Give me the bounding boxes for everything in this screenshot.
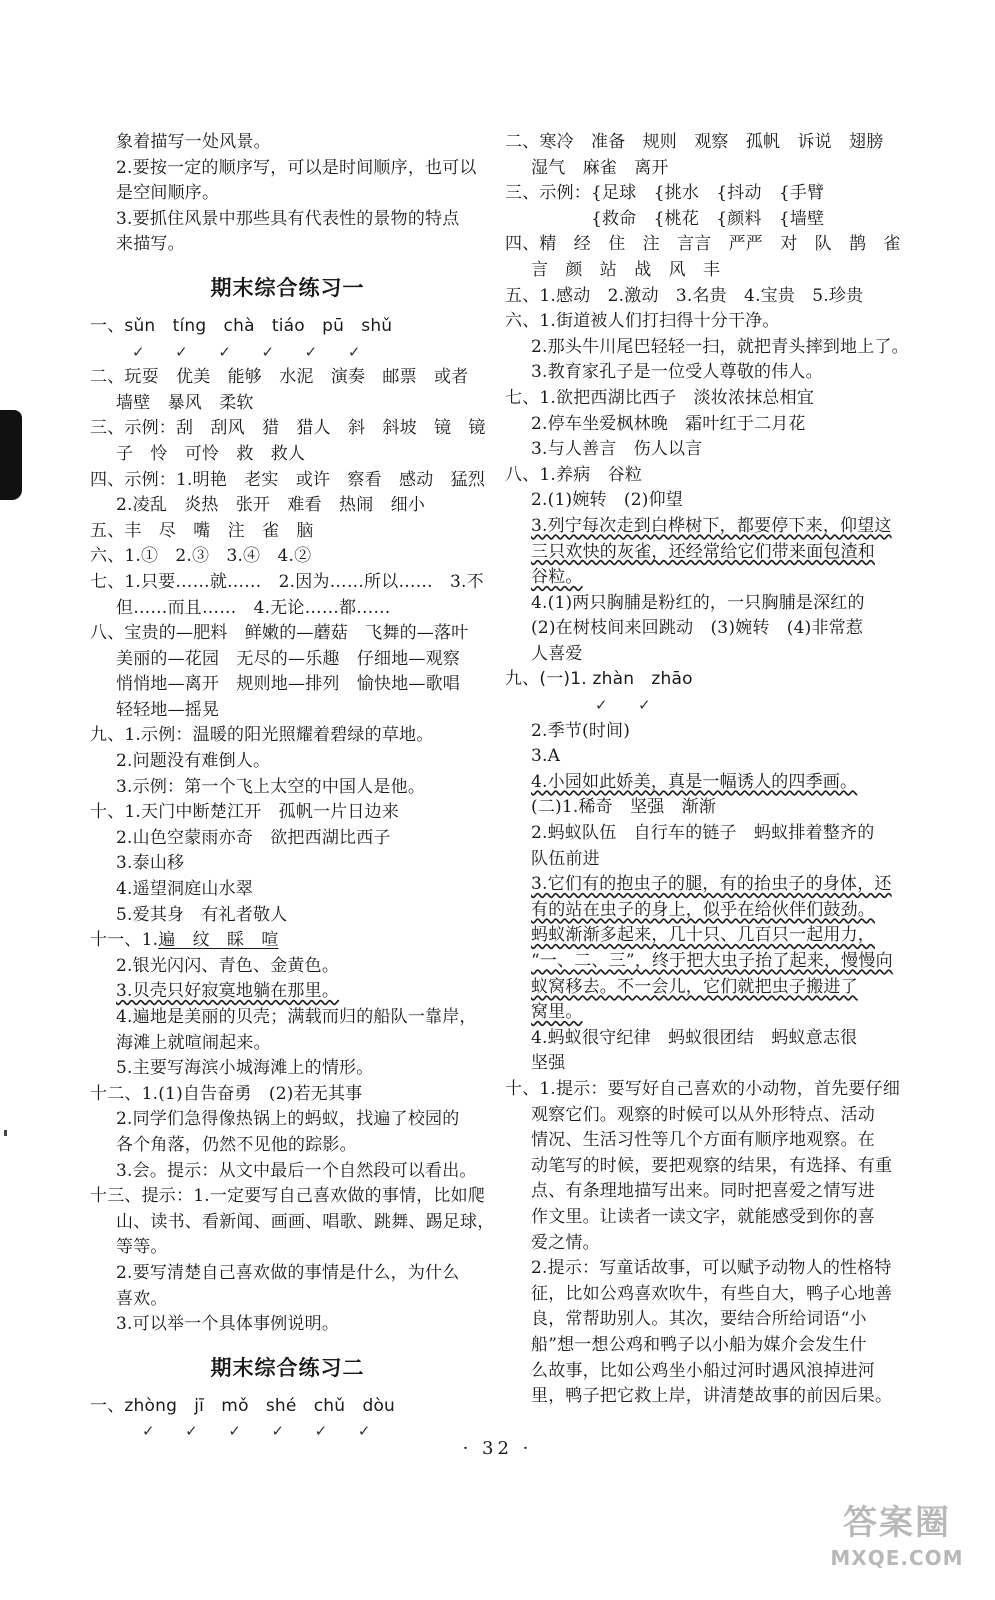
- pinyin-line: 一、sǔn tíng chà tiáo pū shǔ: [90, 315, 393, 336]
- answer-line: 3.泰山移: [116, 853, 185, 874]
- answer-line: 各个角落，仍然不见他的踪影。: [116, 1134, 357, 1155]
- answer-line: 么故事，比如公鸡坐小船过河时遇风浪掉进河: [531, 1360, 875, 1381]
- answer-line: 轻轻地—摇晃: [116, 699, 220, 720]
- item-number: 十一、1.: [90, 930, 159, 951]
- text-line: 2.要按一定的顺序写，可以是时间顺序，也可以: [116, 157, 477, 178]
- answer-line: 九、1.示例：温暖的阳光照耀着碧绿的草地。: [90, 725, 434, 746]
- answer-line: 队伍前进: [531, 848, 600, 869]
- answer-line: 2.要写清楚自己喜欢做的事情是什么，为什么: [116, 1262, 460, 1283]
- answer-line: 二、寒冷 准备 规则 观察 孤帆 诉说 翅膀: [505, 132, 884, 152]
- answer-line: 观察它们。观察的时候可以从外形特点、活动: [531, 1104, 875, 1125]
- wavy-underlined-text: 3.列宁每次走到白桦树下，都要停下来，仰望这: [531, 515, 892, 536]
- answer-line: 2.银光闪闪、青色、金黄色。: [116, 955, 340, 976]
- answer-line: 3.会。提示：从文中最后一个自然段可以看出。: [116, 1160, 477, 1181]
- answer-line: 五、1.感动 2.激动 3.名贵 4.宝贵 5.珍贵: [505, 285, 864, 306]
- answer-line: 2.同学们急得像热锅上的蚂蚁，找遍了校园的: [116, 1109, 460, 1130]
- right-column: [505, 130, 910, 1410]
- answer-line: [90, 928, 485, 954]
- check-marks: ✓ ✓ ✓ ✓ ✓ ✓: [142, 1422, 371, 1441]
- answer-line: 七、1.只要……就…… 2.因为……所以…… 3.不: [90, 571, 484, 592]
- answer-line: [505, 565, 910, 591]
- underlined-chars: 遍 纹 睬 喧: [158, 930, 279, 951]
- answer-line: 六、1.① 2.③ 3.④ 4.②: [90, 546, 312, 567]
- answer-line: 3.与人善言 伤人以言: [531, 439, 703, 460]
- answer-line: [90, 979, 485, 1005]
- text-line: 是空间顺序。: [116, 183, 220, 204]
- answer-line: [505, 872, 910, 898]
- answer-line: 3.示例：第一个飞上太空的中国人是他。: [116, 776, 426, 797]
- answer-line: (二)1.稀奇 坚强 渐渐: [531, 797, 717, 818]
- answer-line: 湿气 麻雀 离开: [531, 157, 669, 178]
- answer-line: 2.问题没有难倒人。: [116, 751, 271, 772]
- answer-line: (2)在树枝间来回跳动 (3)婉转 (4)非常惹: [531, 618, 864, 639]
- wavy-underlined-text: 蚁窝移去。不一会儿，它们就把虫子搬进了: [531, 976, 858, 997]
- answer-line: [505, 923, 910, 949]
- answer-line: 2.(1)婉转 (2)仰望: [531, 490, 683, 511]
- answer-line: [505, 975, 910, 1001]
- section-title: 期末综合练习二: [210, 1355, 365, 1380]
- scan-speck: [4, 1130, 7, 1136]
- answer-line: 船”想一想公鸡和鸭子以小船为媒介会发生什: [531, 1334, 867, 1355]
- answer-line: 四、精 经 住 注 言言 严严 对 队 鹊 雀: [505, 234, 901, 255]
- answer-line: 3.教育家孔子是一位受人尊敬的伟人。: [531, 362, 823, 383]
- answer-line: 4.遥望洞庭山水翠: [116, 879, 254, 900]
- answer-line: 5.主要写海滨小城海滩上的情形。: [116, 1058, 374, 1079]
- left-column: [90, 130, 495, 1445]
- answer-line: [505, 898, 910, 924]
- answer-line: 4.蚂蚁很守纪律 蚂蚁很团结 蚂蚁意志很: [531, 1027, 858, 1048]
- answer-line: 3.可以举一个具体事例说明。: [116, 1314, 340, 1335]
- answer-line: 2.那头牛川尾巴轻轻一扫，就把青头摔到地上了。: [531, 336, 909, 357]
- answer-line: 5.爱其身 有礼者敬人: [116, 904, 288, 925]
- answer-line: 良，常帮助别人。其次，要结合所给词语“小: [531, 1309, 867, 1330]
- answer-line: 2.停车坐爱枫林晚 霜叶红于二月花: [531, 413, 806, 434]
- answer-line: 2.蚂蚁队伍 自行车的链子 蚂蚁排着整齐的: [531, 823, 875, 844]
- answer-line: 里，鸭子把它救上岸，讲清楚故事的前因后果。: [531, 1386, 893, 1407]
- check-marks: ✓ ✓ ✓ ✓ ✓ ✓: [132, 342, 361, 361]
- answer-line: 坚强: [531, 1053, 566, 1074]
- answer-line: 等等。: [116, 1237, 168, 1258]
- answer-line: 2.凌乱 炎热 张开 难看 热闹 细小: [116, 495, 426, 516]
- answer-line: 八、1.养病 谷粒: [505, 464, 643, 485]
- answer-line: 海滩上就喧闹起来。: [116, 1032, 271, 1053]
- wavy-underlined-text: “一、二、三”，终于把大虫子抬了起来，慢慢向: [531, 951, 893, 971]
- answer-line: [505, 1000, 910, 1026]
- answer-line: 七、1.欲把西湖比西子 淡妆浓抹总相宜: [505, 387, 815, 408]
- answer-line: 3.A: [531, 746, 561, 767]
- answer-line: 山、读书、看新闻、画画、唱歌、跳舞、踢足球，: [116, 1211, 495, 1232]
- answer-line: 十、1.天门中断楚江开 孤帆一片日边来: [90, 802, 400, 823]
- answer-line: 动笔写的时候，要把观察的结果，有选择、有重: [531, 1155, 893, 1176]
- answer-line: 墙壁 暴风 柔软: [116, 392, 254, 413]
- section-title: 期末综合练习一: [210, 275, 365, 300]
- answer-line: 四、示例：1.明艳 老实 或许 察看 感动 猛烈: [90, 469, 486, 490]
- answer-line: 喜欢。: [116, 1288, 168, 1309]
- answer-line: 六、1.街道被人们打扫得十分干净。: [505, 311, 780, 332]
- answer-line: 爱之情。: [531, 1232, 600, 1253]
- page-number: · 32 ·: [462, 1438, 533, 1459]
- answer-line: [505, 949, 910, 975]
- answer-line: 4.(1)两只胸脯是粉红的，一只胸脯是深红的: [531, 592, 865, 613]
- answer-line: 征，比如公鸡喜欢吹牛，有些自大，鸭子心地善: [531, 1283, 893, 1304]
- wavy-underlined-text: 谷粒。: [531, 567, 583, 588]
- answer-line: 但……而且…… 4.无论……都……: [116, 597, 391, 618]
- answer-line: 三、示例：{足球 {挑水 {抖动 {手臂: [505, 183, 825, 204]
- wavy-underlined-text: 蚂蚁渐渐多起来，几十只、几百只一起用力，: [531, 925, 875, 946]
- check-marks: ✓ ✓: [595, 696, 651, 715]
- answer-line: 2.山色空蒙雨亦奇 欲把西湖比西子: [116, 827, 391, 848]
- answer-line: [505, 514, 910, 540]
- answer-line: 子 怜 可怜 救 救人: [116, 443, 306, 464]
- answer-line: 悄悄地—离开 规则地—排列 愉快地—歌唱: [116, 674, 460, 695]
- answer-line: 十三、提示：1.一定要写自己喜欢做的事情，比如爬: [90, 1186, 486, 1207]
- answer-line: 情况、生活习性等几个方面有顺序地观察。在: [531, 1130, 875, 1151]
- answer-line: 2.季节(时间): [531, 720, 631, 741]
- wavy-underlined-text: 4.小园如此娇美，真是一幅诱人的四季画。: [531, 771, 858, 792]
- answer-line: 十二、1.(1)自告奋勇 (2)若无其事: [90, 1083, 363, 1104]
- answer-line: 2.提示：写童话故事，可以赋予动物人的性格特: [531, 1258, 892, 1279]
- wavy-underlined-text: 3.它们有的抱虫子的腿，有的抬虫子的身体，还: [531, 874, 892, 895]
- scan-shadow: [0, 410, 22, 500]
- answer-line: {救命 {桃花 {颜料 {墙壁: [505, 208, 825, 229]
- text-line: 3.要抓住风景中那些具有代表性的景物的特点: [116, 208, 460, 229]
- answer-line: 点、有条理地描写出来。同时把喜爱之情写进: [531, 1181, 875, 1202]
- wavy-underlined-text: 3.贝壳只好寂寞地躺在那里。: [116, 981, 340, 1002]
- wavy-underlined-text: 有的站在虫子的身上，似乎在给伙伴们鼓劲。: [531, 899, 875, 920]
- text-line: 象着描写一处风景。: [116, 132, 271, 152]
- answer-line: 三、示例：刮 刮风 猎 猎人 斜 斜坡 镜 镜: [90, 418, 486, 439]
- answer-line: 二、玩耍 优美 能够 水泥 演奏 邮票 或者: [90, 367, 469, 388]
- watermark-text: 答案圈: [843, 1503, 951, 1543]
- answer-line: 人喜爱: [531, 643, 583, 664]
- watermark-url: MXQE.COM: [830, 1546, 964, 1570]
- answer-line: 八、宝贵的—肥料 鲜嫩的—蘑菇 飞舞的—落叶: [90, 623, 469, 644]
- wavy-underlined-text: 窝里。: [531, 1002, 583, 1023]
- answer-line: 十、1.提示：要写好自己喜欢的小动物，首先要仔细: [505, 1078, 901, 1099]
- watermark-logo: [817, 1501, 977, 1586]
- answer-line: [505, 540, 910, 566]
- pinyin-line: 一、zhòng jī mǒ shé chǔ dòu: [90, 1395, 396, 1416]
- pinyin-line: 九、(一)1. zhàn zhāo: [505, 669, 693, 690]
- answer-line: [505, 770, 910, 796]
- wavy-underlined-text: 三只欢快的灰雀，还经常给它们带来面包渣和: [531, 541, 875, 562]
- answer-line: 美丽的—花园 无尽的—乐趣 仔细地—观察: [116, 648, 460, 669]
- answer-line: 4.遍地是美丽的贝壳；满载而归的船队一靠岸，: [116, 1007, 477, 1027]
- text-line: 来描写。: [116, 234, 185, 255]
- answer-line: 作文里。让读者一读文字，就能感受到你的喜: [531, 1206, 875, 1227]
- answer-line: 言 颜 站 战 风 丰: [531, 259, 721, 280]
- answer-line: 五、丰 尽 嘴 注 雀 脑: [90, 520, 314, 541]
